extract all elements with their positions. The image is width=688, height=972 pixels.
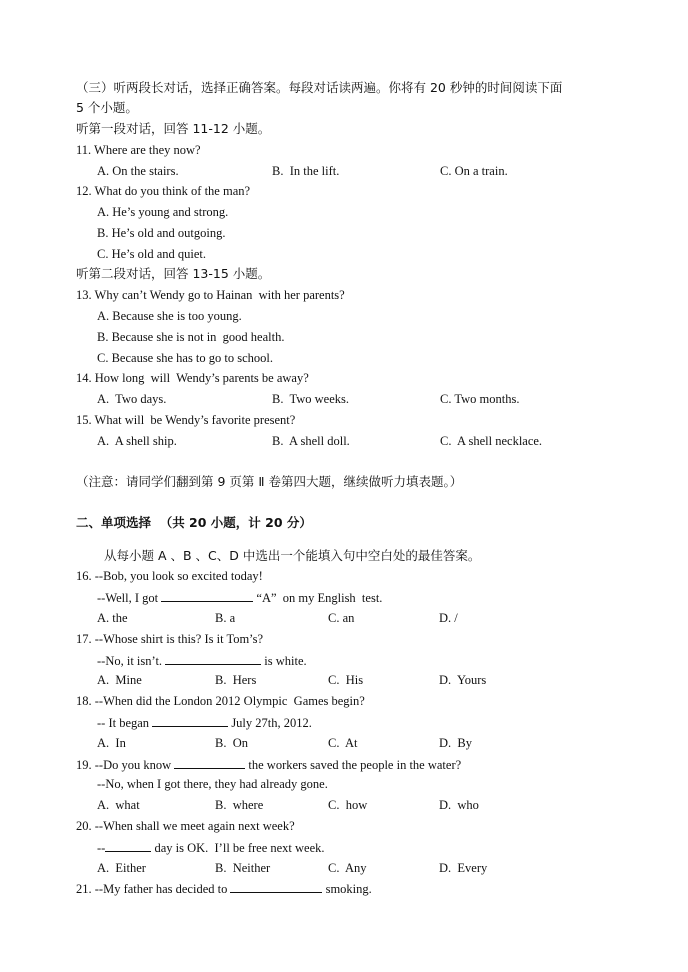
q20-line2-pre: --: [97, 841, 106, 855]
dialog1-heading: 听第一段对话，回答 11-12 小题。: [76, 121, 271, 136]
q20-option-b: B. Neither: [215, 861, 271, 875]
q17-answer-blank[interactable]: [165, 652, 261, 665]
q12-stem: 12. What do you think of the man?: [76, 184, 251, 198]
q13-stem: 13. Why can’t Wendy go to Hainan with her parents?: [76, 288, 345, 302]
q21-answer-blank[interactable]: [230, 880, 322, 893]
q15-option-a: A. A shell ship.: [97, 434, 177, 448]
q19-answer-blank[interactable]: [174, 756, 245, 769]
section2-instruction: 从每小题 A 、B 、C、D 中选出一个能填入句中空白处的最佳答案。: [104, 548, 481, 563]
q14-option-a: A. Two days.: [97, 392, 167, 406]
q11-option-a: A. On the stairs.: [97, 164, 179, 178]
q19-option-a: A. what: [97, 798, 140, 812]
q17-line2: [97, 652, 307, 669]
q18-line2: [97, 714, 312, 731]
q15-option-c: C. A shell necklace.: [440, 434, 543, 448]
dialog2-heading: 听第二段对话，回答 13-15 小题。: [76, 266, 271, 281]
q19-line1-post: the workers saved the people in the water?: [245, 758, 462, 772]
q21-line1: [76, 880, 372, 897]
q18-option-d: D. By: [439, 736, 472, 750]
q19-option-d: D. who: [439, 798, 479, 812]
q16-option-c: C. an: [328, 611, 355, 625]
q11-option-c: C. On a train.: [440, 164, 508, 178]
q17-option-b: B. Hers: [215, 673, 257, 687]
q18-option-c: C. At: [328, 736, 358, 750]
q20-line2-post: day is OK. I’ll be free next week.: [151, 841, 325, 855]
q18-option-a: A. In: [97, 736, 126, 750]
q18-line1: 18. --When did the London 2012 Olympic Games begin?: [76, 694, 365, 708]
q16-option-b: B. a: [215, 611, 236, 625]
q17-option-a: A. Mine: [97, 673, 142, 687]
listening-note: （注意：请同学们翻到第 9 页第 Ⅱ 卷第四大题，继续做听力填表题。）: [76, 474, 463, 489]
section3-instruction-line1: （三）听两段长对话，选择正确答案。每段对话读两遍。你将有 20 秒钟的时间阅读下面: [76, 80, 563, 95]
q17-option-c: C. His: [328, 673, 364, 687]
section2-title: 二、单项选择 （共 20 小题，计 20 分）: [76, 515, 312, 530]
q17-option-d: D. Yours: [439, 673, 487, 687]
q20-option-c: C. Any: [328, 861, 367, 875]
q16-line2-pre: --Well, I got: [97, 591, 162, 605]
q18-answer-blank[interactable]: [152, 714, 228, 727]
q17-line2-pre: --No, it isn’t.: [97, 654, 166, 668]
q13-option-c: C. Because she has to go to school.: [97, 351, 274, 365]
q11-stem: 11. Where are they now?: [76, 143, 201, 157]
q19-line1-pre: 19. --Do you know: [76, 758, 175, 772]
q20-answer-blank[interactable]: [105, 839, 151, 852]
q14-stem: 14. How long will Wendy’s parents be away?: [76, 371, 309, 385]
q15-option-b: B. A shell doll.: [272, 434, 350, 448]
q11-option-b: B. In the lift.: [272, 164, 340, 178]
q20-option-d: D. Every: [439, 861, 488, 875]
q13-option-a: A. Because she is too young.: [97, 309, 242, 323]
q12-option-c: C. He’s old and quiet.: [97, 247, 207, 261]
q20-line1: 20. --When shall we meet again next week?: [76, 819, 295, 833]
q20-line2: [97, 839, 325, 856]
q16-answer-blank[interactable]: [161, 589, 253, 602]
q15-stem: 15. What will be Wendy’s favorite present?: [76, 413, 296, 427]
q13-option-b: B. Because she is not in good health.: [97, 330, 285, 344]
q17-line1: 17. --Whose shirt is this? Is it Tom’s?: [76, 632, 264, 646]
q16-option-a: A. the: [97, 611, 128, 625]
q19-line2: --No, when I got there, they had already gone.: [97, 777, 328, 791]
q12-option-b: B. He’s old and outgoing.: [97, 226, 226, 240]
q21-line1-pre: 21. --My father has decided to: [76, 882, 231, 896]
q14-option-c: C. Two months.: [440, 392, 520, 406]
q14-option-b: B. Two weeks.: [272, 392, 350, 406]
q16-line2-post: “A” on my English test.: [253, 591, 383, 605]
q16-line2: [97, 589, 382, 606]
q20-option-a: A. Either: [97, 861, 146, 875]
q18-option-b: B. On: [215, 736, 248, 750]
q18-line2-post: July 27th, 2012.: [228, 716, 312, 730]
q19-line1: [76, 756, 461, 773]
q16-option-d: D. /: [439, 611, 458, 625]
q19-option-c: C. how: [328, 798, 368, 812]
q16-line1: 16. --Bob, you look so excited today!: [76, 569, 263, 583]
section3-instruction-line2: 5 个小题。: [76, 100, 138, 115]
q21-line1-post: smoking.: [322, 882, 372, 896]
q19-option-b: B. where: [215, 798, 264, 812]
q17-line2-post: is white.: [261, 654, 307, 668]
q18-line2-pre: -- It began: [97, 716, 153, 730]
q12-option-a: A. He’s young and strong.: [97, 205, 229, 219]
